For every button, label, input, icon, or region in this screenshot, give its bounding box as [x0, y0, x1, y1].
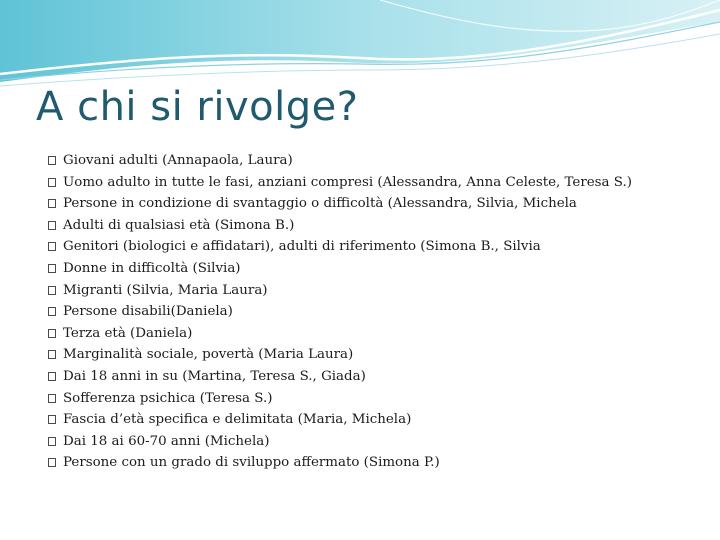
bullet-item: [48, 390, 688, 407]
bullet-text: Fascia d’età specifica e delimitata (Maria, Michela): [63, 412, 412, 428]
empty-box-icon: [48, 437, 56, 446]
bullet-item: [48, 346, 688, 363]
bullet-text: Persone disabili(Daniela): [63, 304, 233, 320]
header-wave-decoration: [0, 0, 720, 95]
empty-box-icon: [48, 394, 56, 403]
bullet-item: [48, 282, 688, 299]
empty-box-icon: [48, 458, 56, 467]
bullet-text: Dai 18 ai 60-70 anni (Michela): [63, 433, 270, 449]
bullet-text: Sofferenza psichica (Teresa S.): [63, 390, 273, 406]
empty-box-icon: [48, 264, 56, 273]
bullet-item: [48, 368, 688, 385]
bullet-list: [48, 152, 688, 476]
bullet-item: [48, 238, 688, 255]
bullet-item: [48, 411, 688, 428]
bullet-text: Dai 18 anni in su (Martina, Teresa S., Giada): [63, 368, 366, 384]
bullet-item: [48, 433, 688, 450]
bullet-text: Genitori (biologici e affidatari), adulti di riferimento (Simona B., Silvia: [63, 239, 541, 255]
empty-box-icon: [48, 307, 56, 316]
empty-box-icon: [48, 178, 56, 187]
empty-box-icon: [48, 286, 56, 295]
empty-box-icon: [48, 372, 56, 381]
bullet-text: Persone in condizione di svantaggio o difficoltà (Alessandra, Silvia, Michela: [63, 196, 577, 212]
bullet-item: [48, 217, 688, 234]
empty-box-icon: [48, 242, 56, 251]
bullet-item: [48, 325, 688, 342]
bullet-text: Donne in difficoltà (Silvia): [63, 260, 241, 276]
bullet-item: [48, 260, 688, 277]
empty-box-icon: [48, 329, 56, 338]
bullet-item: [48, 195, 688, 212]
bullet-item: [48, 152, 688, 169]
bullet-text: Terza età (Daniela): [63, 325, 193, 341]
empty-box-icon: [48, 350, 56, 359]
bullet-text: Giovani adulti (Annapaola, Laura): [63, 153, 293, 168]
bullet-text: Uomo adulto in tutte le fasi, anziani compresi (Alessandra, Anna Celeste, Teresa S.): [63, 174, 632, 190]
bullet-text: Persone con un grado di sviluppo affermato (Simona P.): [63, 455, 440, 471]
empty-box-icon: [48, 415, 56, 424]
empty-box-icon: [48, 156, 56, 165]
bullet-item: [48, 454, 688, 471]
bullet-text: Marginalità sociale, povertà (Maria Laura): [63, 347, 354, 363]
slide-title: A chi si rivolge?: [36, 84, 359, 130]
bullet-text: Adulti di qualsiasi età (Simona B.): [63, 217, 295, 233]
empty-box-icon: [48, 221, 56, 230]
empty-box-icon: [48, 199, 56, 208]
bullet-text: Migranti (Silvia, Maria Laura): [63, 282, 268, 298]
bullet-item: [48, 174, 688, 191]
bullet-item: [48, 303, 688, 320]
